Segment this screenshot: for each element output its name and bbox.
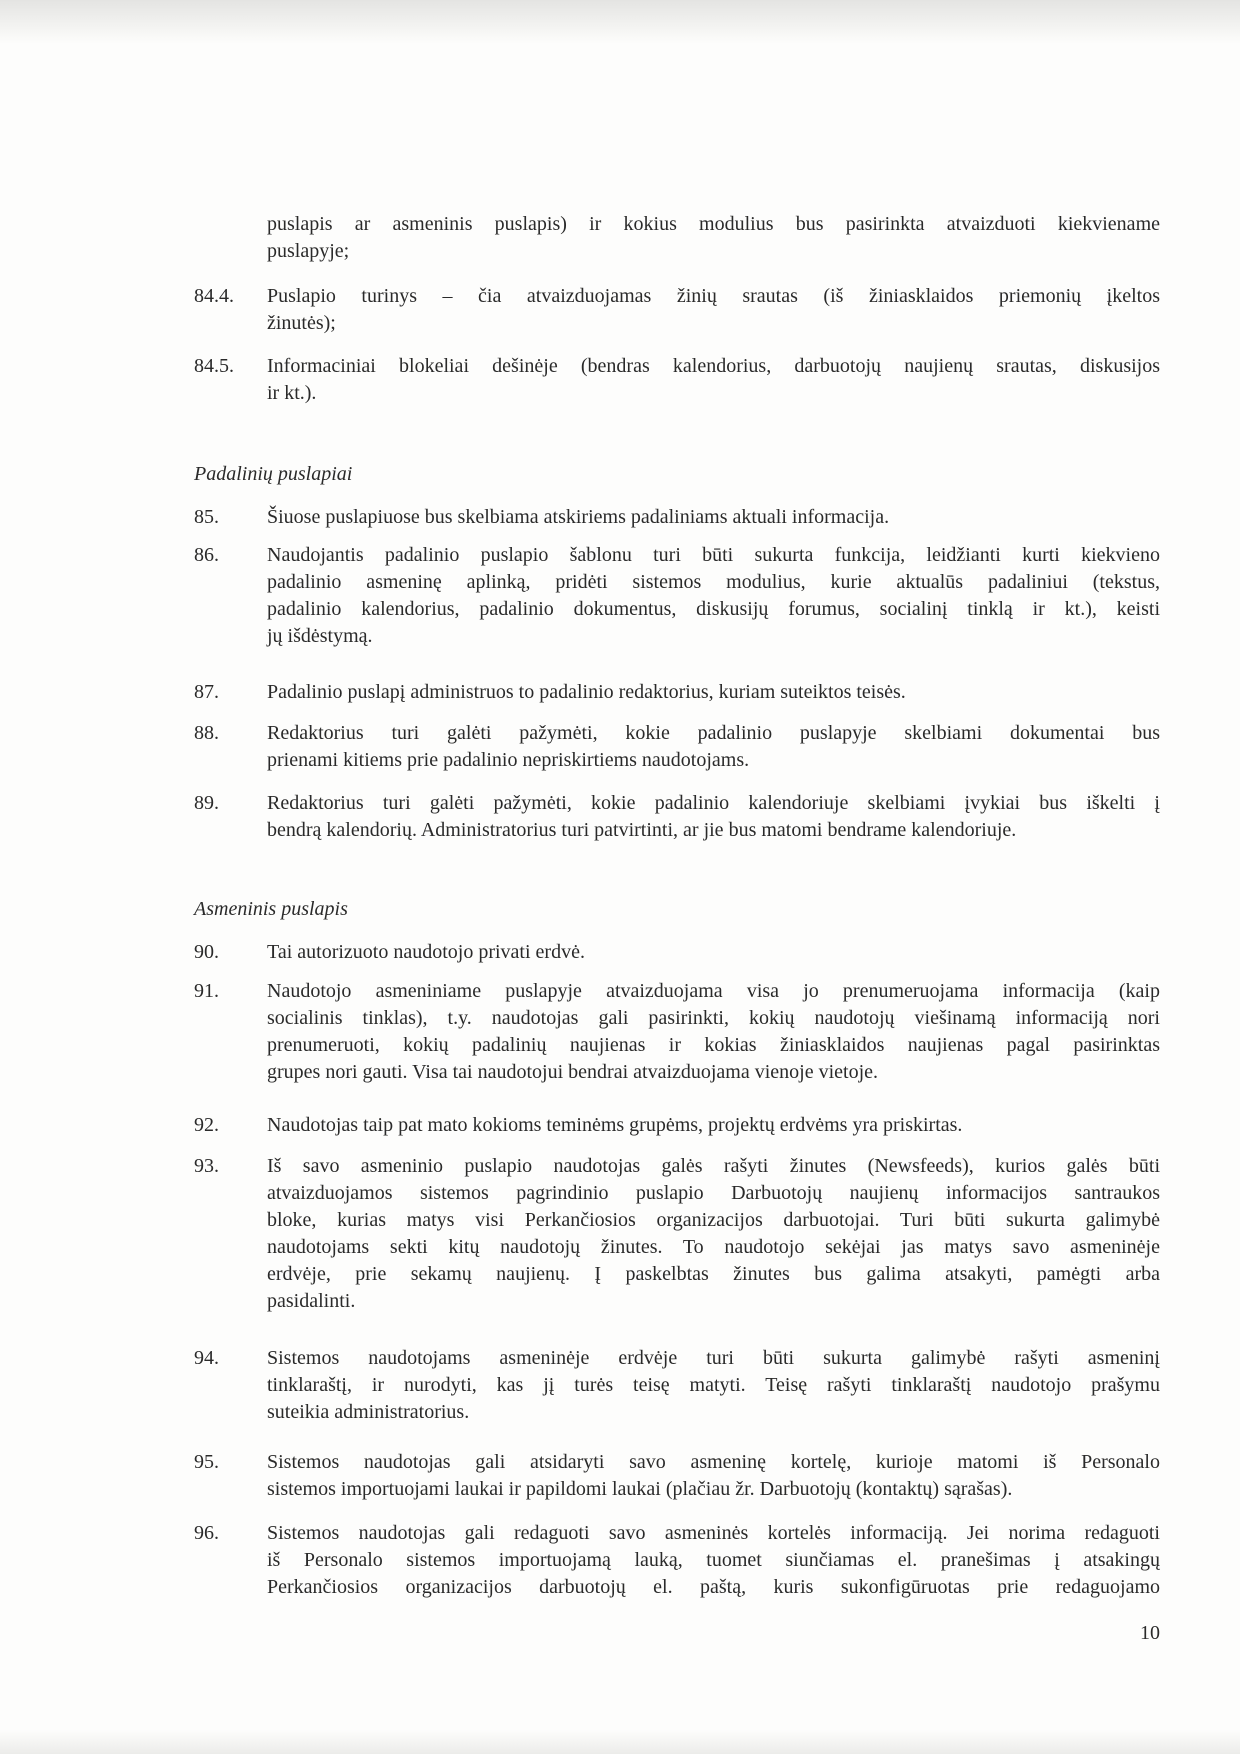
paragraph-number: 90. [194,941,219,963]
paragraph-number: 85. [194,506,219,528]
paragraph-body [267,353,1160,407]
paragraph-number: 89. [194,792,219,814]
paragraph-number: 84.5. [194,355,234,377]
page-number: 10 [1140,1622,1160,1644]
text-line: prenumeruoti, kokių padalinių naujienas ir kokias žiniasklaidos naujienas pagal pasirinktas [267,1034,1160,1056]
text-line: žinutės); [267,312,336,334]
text-line: Perkančiosios organizacijos darbuotojų el. paštą, kuris sukonfigūruotas prie redaguojamo [267,1576,1160,1598]
text-line: jų išdėstymą. [267,625,373,647]
paragraph-number: 84.4. [194,285,234,307]
paragraph-number: 94. [194,1347,219,1369]
text-line: ir kt.). [267,382,317,404]
text-line: grupes nori gauti. Visa tai naudotojui bendrai atvaizduojama vienoje vietoje. [267,1061,879,1083]
paragraph-body [267,1520,1160,1601]
paragraph-body [267,679,1160,706]
text-line: Padalinio puslapį administruos to padalinio redaktorius, kuriam suteiktos teisės. [267,681,906,703]
text-line: pasidalinti. [267,1290,356,1312]
paragraph-body [267,790,1160,844]
text-line: Šiuose puslapiuose bus skelbiama atskiriems padaliniams aktuali informacija. [267,506,890,528]
text-line: Naudotojo asmeniniame puslapyje atvaizduojama visa jo prenumeruojama informacija (kaip [267,980,1160,1002]
text-line: erdvėje, prie sekamų naujienų. Į paskelbtas žinutes bus galima atsakyti, pamėgti arba [267,1263,1160,1285]
text-line: Redaktorius turi galėti pažymėti, kokie padalinio kalendoriuje skelbiami įvykiai bus iškelti į [267,792,1160,814]
scan-shadow-bottom [0,1730,1240,1754]
paragraph-number: 93. [194,1155,219,1177]
paragraph-body [267,211,1160,265]
section-heading: Padalinių puslapiai [194,463,353,485]
text-line: Redaktorius turi galėti pažymėti, kokie padalinio puslapyje skelbiami dokumentai bus [267,722,1160,744]
text-line: tinklaraštį, ir nurodyti, kas jį turės teisę matyti. Teisę rašyti tinklaraštį naudotojo prašymu [267,1374,1160,1396]
paragraph-body [267,939,1160,966]
text-line: Tai autorizuoto naudotojo privati erdvė. [267,941,585,963]
text-line: Naudojantis padalinio puslapio šablonu turi būti sukurta funkcija, leidžianti kurti kiekvieno [267,544,1160,566]
text-line: Sistemos naudotojas gali redaguoti savo asmeninės kortelės informaciją. Jei norima redaguoti [267,1522,1160,1544]
paragraph-number: 96. [194,1522,219,1544]
text-line: puslapyje; [267,240,350,262]
text-line: puslapis ar asmeninis puslapis) ir kokius modulius bus pasirinkta atvaizduoti kiekviename [267,213,1160,235]
paragraph-body [267,1153,1160,1315]
paragraph-number: 91. [194,980,219,1002]
text-line: Naudotojas taip pat mato kokioms teminėms grupėms, projektų erdvėms yra priskirtas. [267,1114,963,1136]
text-line: sistemos importuojami laukai ir papildomi laukai (plačiau žr. Darbuotojų (kontaktų) sąrašas). [267,1478,1013,1500]
text-line: Sistemos naudotojams asmeninėje erdvėje turi būti sukurta galimybė rašyti asmeninį [267,1347,1160,1369]
paragraph-body [267,504,1160,531]
text-line: naudotojams sekti kitų naudotojų žinutes. To naudotojo sekėjai jas matys savo asmeninėje [267,1236,1160,1258]
paragraph-body [267,978,1160,1086]
text-line: Sistemos naudotojas gali atsidaryti savo asmeninę kortelę, kurioje matomi iš Personalo [267,1451,1160,1473]
text-line: Puslapio turinys – čia atvaizduojamas žinių srautas (iš žiniasklaidos priemonių įkeltos [267,285,1160,307]
paragraph-body [267,283,1160,337]
paragraph-number: 92. [194,1114,219,1136]
text-line: socialinis tinklas), t.y. naudotojas gali pasirinkti, kokių naudotojų viešinamą informaciją nori [267,1007,1160,1029]
text-line: padalinio asmeninę aplinką, pridėti sistemos modulius, kurie aktualūs padaliniui (tekstus, [267,571,1160,593]
text-line: atvaizduojamos sistemos pagrindinio puslapio Darbuotojų naujienų informacijos santraukos [267,1182,1160,1204]
text-line: padalinio kalendorius, padalinio dokumentus, diskusijų forumus, socialinį tinklą ir kt.), keisti [267,598,1160,620]
section-heading: Asmeninis puslapis [194,898,348,920]
paragraph-body [267,1345,1160,1426]
paragraph-body [267,1112,1160,1139]
text-line: bendrą kalendorių. Administratorius turi patvirtinti, ar jie bus matomi bendrame kalendoriuje. [267,819,1017,841]
text-line: iš Personalo sistemos importuojamą lauką, tuomet siunčiamas el. pranešimas į atsakingų [267,1549,1160,1571]
text-line: prienami kitiems prie padalinio nepriskirtiems naudotojams. [267,749,750,771]
text-line: suteikia administratorius. [267,1401,470,1423]
text-line: Informaciniai blokeliai dešinėje (bendras kalendorius, darbuotojų naujienų srautas, diskusijos [267,355,1160,377]
paragraph-number: 87. [194,681,219,703]
paragraph-body [267,1449,1160,1503]
paragraph-body [267,720,1160,774]
text-line: Iš savo asmeninio puslapio naudotojas galės rašyti žinutes (Newsfeeds), kurios galės būti [267,1155,1160,1177]
scan-shadow-top [0,0,1240,44]
paragraph-number: 86. [194,544,219,566]
paragraph-number: 88. [194,722,219,744]
paragraph-body [267,542,1160,650]
paragraph-number: 95. [194,1451,219,1473]
text-line: bloke, kurias matys visi Perkančiosios organizacijos darbuotojai. Turi būti sukurta galimybė [267,1209,1160,1231]
